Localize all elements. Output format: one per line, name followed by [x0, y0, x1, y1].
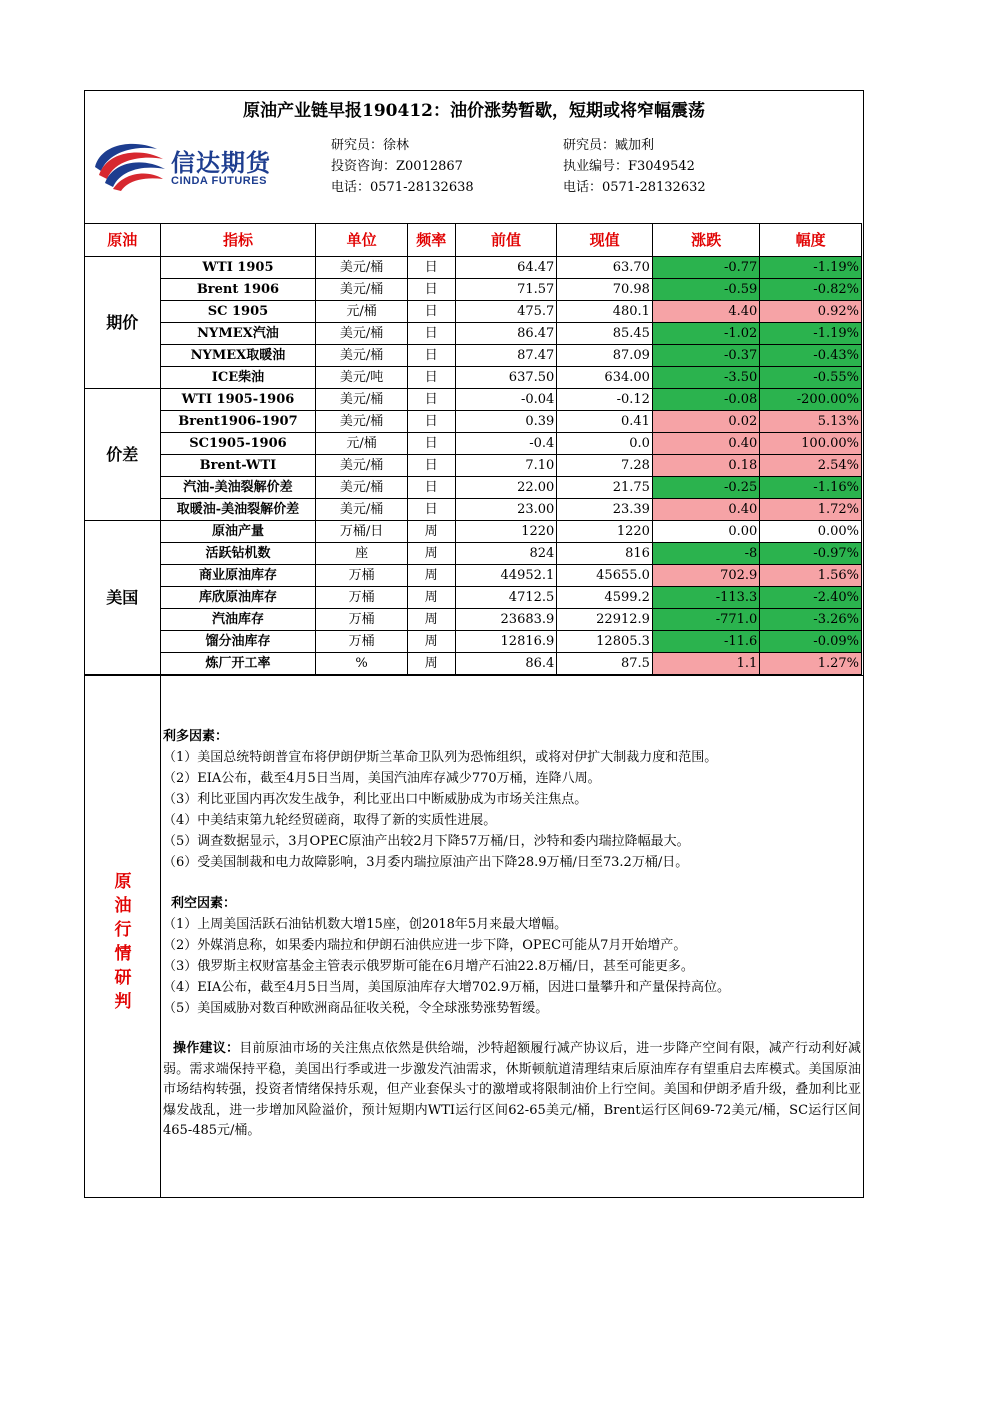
report-sheet [84, 90, 864, 1198]
bearish-factor: （3）俄罗斯主权财富基金主管表示俄罗斯可能在6月增产石油22.8万桶/日，甚至可能更多。 [163, 959, 694, 974]
bearish-factor: （2）外媒消息称，如果委内瑞拉和伊朗石油供应进一步下降，OPEC可能从7月开始增产。 [163, 938, 687, 953]
change-cell: 0.02 [652, 411, 759, 433]
percent-cell: -0.82% [760, 279, 862, 301]
previous-value-cell: 475.7 [455, 301, 557, 323]
unit-cell: 美元/桶 [316, 477, 408, 499]
table-row [85, 301, 862, 323]
percent-cell: -0.55% [760, 367, 862, 389]
current-value-cell: 480.1 [557, 301, 653, 323]
indicator-cell: NYMEX取暖油 [160, 345, 316, 367]
previous-value-cell: 87.47 [455, 345, 557, 367]
indicator-cell: Brent-WTI [160, 455, 316, 477]
current-value-cell: 85.45 [557, 323, 653, 345]
analysis-label [109, 870, 137, 1014]
frequency-cell: 周 [407, 521, 455, 543]
indicator-cell: ICE柴油 [160, 367, 316, 389]
table-row [85, 653, 862, 675]
previous-value-cell: 1220 [455, 521, 557, 543]
current-value-cell: 7.28 [557, 455, 653, 477]
previous-value-cell: 86.47 [455, 323, 557, 345]
frequency-cell: 周 [407, 543, 455, 565]
category-cell: 期价 [85, 257, 161, 389]
bearish-factors-title: 利空因素： [171, 896, 237, 911]
header-change: 涨跌 [652, 224, 759, 257]
indicator-cell: 炼厂开工率 [160, 653, 316, 675]
unit-cell: 美元/桶 [316, 455, 408, 477]
unit-cell: 美元/桶 [316, 279, 408, 301]
bullish-factor: （3）利比亚国内再次发生战争，利比亚出口中断威胁成为市场关注焦点。 [163, 792, 588, 807]
indicator-cell: Brent1906-1907 [160, 411, 316, 433]
frequency-cell: 周 [407, 565, 455, 587]
indicator-cell: WTI 1905 [160, 257, 316, 279]
table-row [85, 345, 862, 367]
previous-value-cell: 64.47 [455, 257, 557, 279]
unit-cell: 座 [316, 543, 408, 565]
change-cell: 0.40 [652, 499, 759, 521]
percent-cell: 5.13% [760, 411, 862, 433]
frequency-cell: 日 [407, 389, 455, 411]
frequency-cell: 日 [407, 301, 455, 323]
previous-value-cell: 71.57 [455, 279, 557, 301]
table-row [85, 323, 862, 345]
bullish-factor: （4）中美结束第九轮经贸磋商，取得了新的实质性进展。 [163, 813, 497, 828]
current-value-cell: 4599.2 [557, 587, 653, 609]
percent-cell: 2.54% [760, 455, 862, 477]
current-value-cell: 1220 [557, 521, 653, 543]
percent-cell: -0.43% [760, 345, 862, 367]
report-title: 原油产业链早报190412：油价涨势暂歇，短期或将窄幅震荡 [243, 101, 705, 121]
analysis-label-char: 判 [114, 992, 132, 1012]
indicator-cell: Brent 1906 [160, 279, 316, 301]
unit-cell: 美元/桶 [316, 257, 408, 279]
table-row [85, 609, 862, 631]
current-value-cell: -0.12 [557, 389, 653, 411]
researcher-license: 执业编号：F3049542 [563, 159, 695, 174]
indicator-cell: 取暖油-美油裂解价差 [160, 499, 316, 521]
previous-value-cell: 0.39 [455, 411, 557, 433]
category-cell: 美国 [85, 521, 161, 675]
current-value-cell: 22912.9 [557, 609, 653, 631]
previous-value-cell: -0.04 [455, 389, 557, 411]
percent-cell: 100.00% [760, 433, 862, 455]
frequency-cell: 日 [407, 455, 455, 477]
header-indicator: 指标 [160, 224, 316, 257]
bullish-factor: （5）调查数据显示，3月OPEC原油产出较2月下降57万桶/日，沙特和委内瑞拉降幅最大。 [163, 834, 690, 849]
percent-cell: 0.92% [760, 301, 862, 323]
unit-cell: 美元/桶 [316, 345, 408, 367]
analysis-label-char: 原 [114, 872, 132, 892]
table-row [85, 477, 862, 499]
bearish-factor: （5）美国威胁对数百种欧洲商品征收关税，令全球涨势涨势暂缓。 [163, 1001, 549, 1016]
change-cell: 0.18 [652, 455, 759, 477]
analysis-text [163, 726, 861, 1142]
table-row [85, 455, 862, 477]
change-cell: -0.08 [652, 389, 759, 411]
percent-cell: -1.19% [760, 257, 862, 279]
change-cell: -0.37 [652, 345, 759, 367]
header-category: 原油 [85, 224, 161, 257]
current-value-cell: 70.98 [557, 279, 653, 301]
bullish-factor: （1）美国总统特朗普宣布将伊朗伊斯兰革命卫队列为恐怖组织，或将对伊扩大制裁力度和范围。 [163, 750, 718, 765]
indicator-cell: 库欣原油库存 [160, 587, 316, 609]
percent-cell: -0.97% [760, 543, 862, 565]
unit-cell: 万桶/日 [316, 521, 408, 543]
change-cell: 702.9 [652, 565, 759, 587]
table-row [85, 587, 862, 609]
logo-english-name: CINDA FUTURES [171, 175, 267, 187]
percent-cell: -2.40% [760, 587, 862, 609]
frequency-cell: 周 [407, 587, 455, 609]
current-value-cell: 87.5 [557, 653, 653, 675]
unit-cell: 美元/桶 [316, 389, 408, 411]
change-cell: 1.1 [652, 653, 759, 675]
change-cell: -3.50 [652, 367, 759, 389]
change-cell: -8 [652, 543, 759, 565]
table-row [85, 521, 862, 543]
percent-cell: 1.27% [760, 653, 862, 675]
analysis-label-char: 情 [114, 944, 132, 964]
bullish-factors-title: 利多因素： [163, 729, 229, 744]
change-cell: -771.0 [652, 609, 759, 631]
crude-oil-analysis [85, 675, 863, 1198]
current-value-cell: 816 [557, 543, 653, 565]
table-row [85, 499, 862, 521]
previous-value-cell: 824 [455, 543, 557, 565]
table-row [85, 257, 862, 279]
analysis-label-char: 油 [114, 896, 132, 916]
bearish-factor: （4）EIA公布，截至4月5日当周，美国原油库存大增702.9万桶，因进口量攀升和产量保持高位。 [163, 980, 731, 995]
header-current: 现值 [557, 224, 653, 257]
researcher-contact-right [563, 135, 706, 198]
analysis-label-column [85, 676, 161, 1198]
frequency-cell: 日 [407, 257, 455, 279]
previous-value-cell: 23.00 [455, 499, 557, 521]
previous-value-cell: 7.10 [455, 455, 557, 477]
percent-cell: 1.72% [760, 499, 862, 521]
frequency-cell: 周 [407, 609, 455, 631]
frequency-cell: 日 [407, 345, 455, 367]
table-header-row [85, 224, 862, 257]
table-row [85, 367, 862, 389]
change-cell: -0.59 [652, 279, 759, 301]
table-row [85, 389, 862, 411]
operation-advice-title: 操作建议： [173, 1041, 240, 1056]
indicator-cell: 原油产量 [160, 521, 316, 543]
previous-value-cell: 86.4 [455, 653, 557, 675]
current-value-cell: 0.0 [557, 433, 653, 455]
frequency-cell: 日 [407, 499, 455, 521]
table-row [85, 631, 862, 653]
cinda-logo [91, 137, 281, 193]
unit-cell: 美元/桶 [316, 411, 408, 433]
current-value-cell: 21.75 [557, 477, 653, 499]
indicator-cell: NYMEX汽油 [160, 323, 316, 345]
frequency-cell: 周 [407, 631, 455, 653]
frequency-cell: 日 [407, 323, 455, 345]
unit-cell: 元/桶 [316, 301, 408, 323]
bullish-factor: （2）EIA公布，截至4月5日当周，美国汽油库存减少770万桶，连降八周。 [163, 771, 601, 786]
indicator-table [84, 223, 862, 675]
logo-chinese-name: 信达期货 [171, 149, 271, 177]
change-cell: -0.77 [652, 257, 759, 279]
unit-cell: 万桶 [316, 609, 408, 631]
researcher-name: 研究员：臧加利 [563, 138, 655, 153]
percent-cell: -3.26% [760, 609, 862, 631]
previous-value-cell: 12816.9 [455, 631, 557, 653]
unit-cell: 元/桶 [316, 433, 408, 455]
frequency-cell: 日 [407, 367, 455, 389]
frequency-cell: 日 [407, 477, 455, 499]
header-unit: 单位 [316, 224, 408, 257]
previous-value-cell: 23683.9 [455, 609, 557, 631]
indicator-cell: 馏分油库存 [160, 631, 316, 653]
indicator-cell: SC1905-1906 [160, 433, 316, 455]
researcher-name: 研究员：徐林 [331, 138, 410, 153]
frequency-cell: 日 [407, 433, 455, 455]
frequency-cell: 日 [407, 411, 455, 433]
header-previous: 前值 [455, 224, 557, 257]
previous-value-cell: 22.00 [455, 477, 557, 499]
change-cell: -113.3 [652, 587, 759, 609]
table-row [85, 565, 862, 587]
current-value-cell: 634.00 [557, 367, 653, 389]
unit-cell: 美元/桶 [316, 323, 408, 345]
cinda-swirl-icon [91, 137, 167, 193]
indicator-cell: WTI 1905-1906 [160, 389, 316, 411]
previous-value-cell: -0.4 [455, 433, 557, 455]
operation-advice-text: 目前原油市场的关注焦点依然是供给端，沙特超额履行减产协议后，进一步降产空间有限，减产行动利好减弱。需求端保持平稳，美国出行季或进一步激发汽油需求，休斯顿航道清理结束后原油库存有望重启去库模式。美国原油市场结构转强，投资者情绪保持乐观，但产业套保头寸的激增或将限制油价上行空间。美国和伊朗矛盾升级，叠加利比亚爆发战乱，进一步增加风险溢价，预计短期内WTI运行区间62-65美元/桶，Brent运行区间69-72美元/桶，SC运行区间465-485元/桶。 [163, 1041, 861, 1138]
change-cell: -11.6 [652, 631, 759, 653]
current-value-cell: 63.70 [557, 257, 653, 279]
researcher-phone: 电话：0571-28132638 [331, 180, 474, 195]
change-cell: 0.00 [652, 521, 759, 543]
percent-cell: -1.19% [760, 323, 862, 345]
percent-cell: -0.09% [760, 631, 862, 653]
researcher-contact-left [331, 135, 474, 198]
current-value-cell: 23.39 [557, 499, 653, 521]
unit-cell: % [316, 653, 408, 675]
percent-cell: 0.00% [760, 521, 862, 543]
previous-value-cell: 637.50 [455, 367, 557, 389]
current-value-cell: 12805.3 [557, 631, 653, 653]
table-row [85, 543, 862, 565]
frequency-cell: 日 [407, 279, 455, 301]
header-percent: 幅度 [760, 224, 862, 257]
indicator-cell: 汽油-美油裂解价差 [160, 477, 316, 499]
change-cell: -0.25 [652, 477, 759, 499]
percent-cell: 1.56% [760, 565, 862, 587]
unit-cell: 万桶 [316, 565, 408, 587]
bearish-factor: （1）上周美国活跃石油钻机数大增15座，创2018年5月来最大增幅。 [163, 917, 568, 932]
unit-cell: 万桶 [316, 631, 408, 653]
researcher-phone: 电话：0571-28132632 [563, 180, 706, 195]
unit-cell: 万桶 [316, 587, 408, 609]
current-value-cell: 0.41 [557, 411, 653, 433]
previous-value-cell: 4712.5 [455, 587, 557, 609]
indicator-cell: 汽油库存 [160, 609, 316, 631]
percent-cell: -200.00% [760, 389, 862, 411]
researcher-license: 投资咨询：Z0012867 [331, 159, 463, 174]
previous-value-cell: 44952.1 [455, 565, 557, 587]
table-row [85, 411, 862, 433]
indicator-cell: 活跃钻机数 [160, 543, 316, 565]
unit-cell: 美元/吨 [316, 367, 408, 389]
change-cell: 0.40 [652, 433, 759, 455]
percent-cell: -1.16% [760, 477, 862, 499]
table-row [85, 433, 862, 455]
header-frequency: 频率 [407, 224, 455, 257]
unit-cell: 美元/桶 [316, 499, 408, 521]
frequency-cell: 周 [407, 653, 455, 675]
change-cell: 4.40 [652, 301, 759, 323]
category-cell: 价差 [85, 389, 161, 521]
analysis-label-char: 行 [114, 920, 132, 940]
current-value-cell: 87.09 [557, 345, 653, 367]
table-row [85, 279, 862, 301]
current-value-cell: 45655.0 [557, 565, 653, 587]
bullish-factor: （6）受美国制裁和电力故障影响，3月委内瑞拉原油产出下降28.9万桶/日至73.2万桶/日。 [163, 855, 689, 870]
change-cell: -1.02 [652, 323, 759, 345]
analysis-label-char: 研 [114, 968, 132, 988]
indicator-cell: SC 1905 [160, 301, 316, 323]
operation-advice [163, 1039, 861, 1142]
indicator-cell: 商业原油库存 [160, 565, 316, 587]
